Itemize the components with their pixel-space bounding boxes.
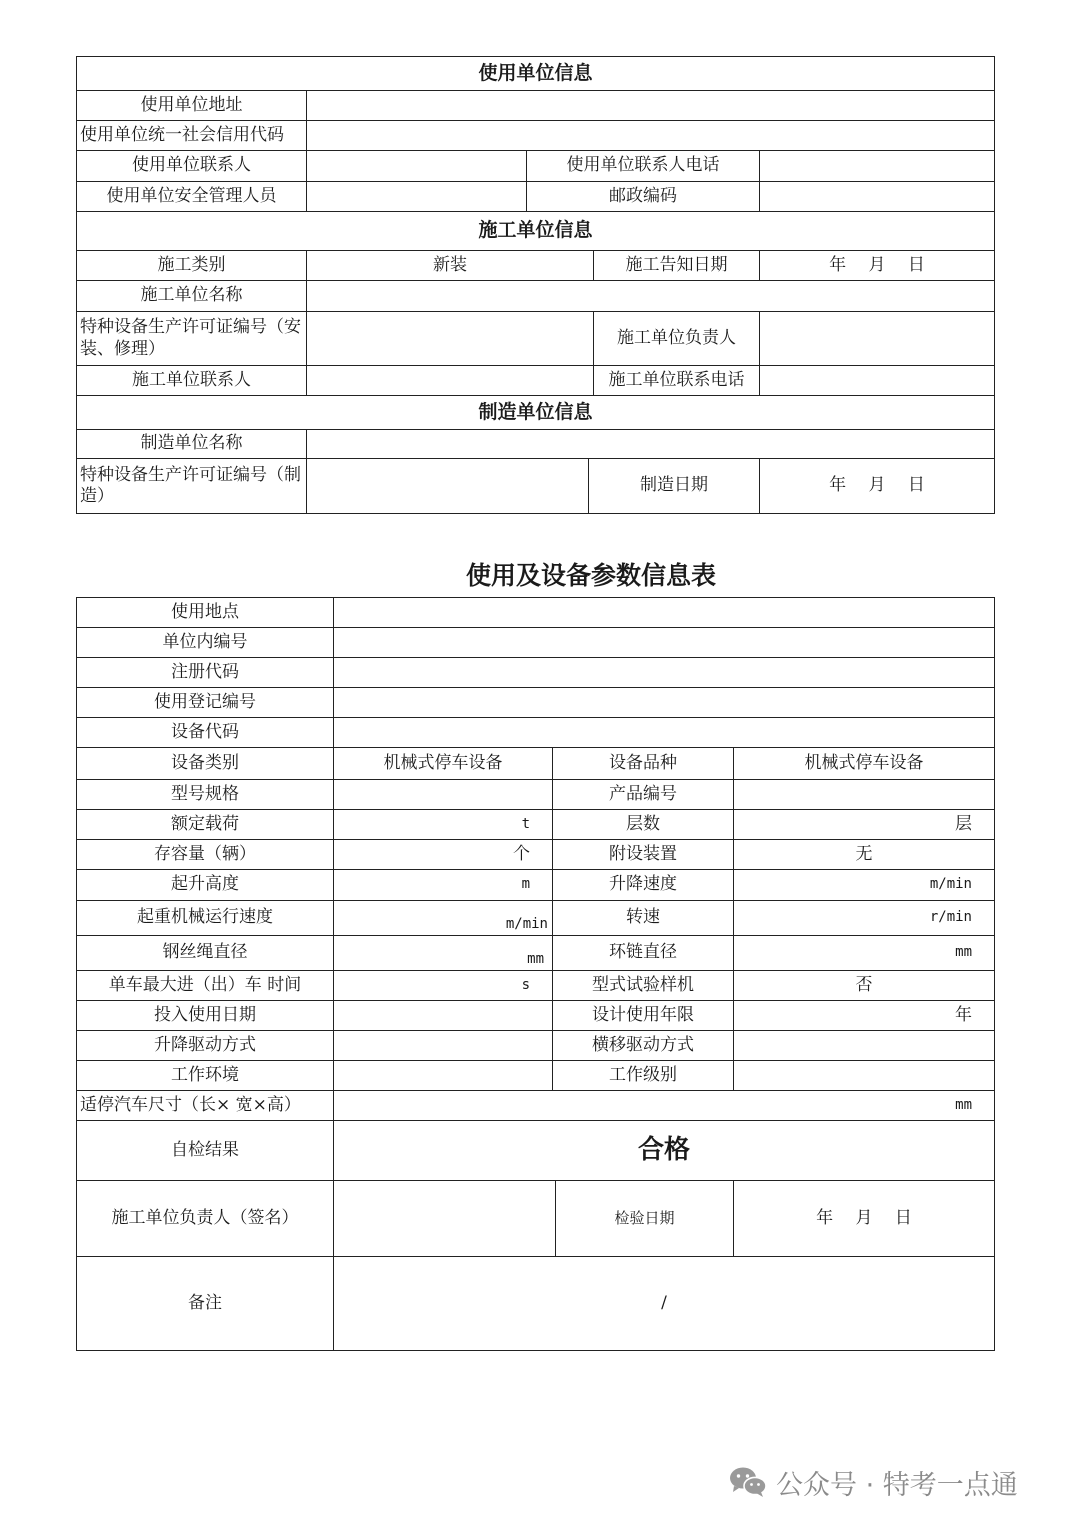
lift-drive-field[interactable] — [334, 1031, 553, 1061]
equipment-category-value[interactable]: 机械式停车设备 — [334, 748, 553, 780]
model-label: 型号规格 — [77, 780, 334, 810]
max-time-unit[interactable]: s — [334, 971, 553, 1001]
design-life-label: 设计使用年限 — [553, 1001, 734, 1031]
design-life-unit[interactable]: 年 — [734, 1001, 995, 1031]
watermark — [728, 1462, 1018, 1502]
rated-load-unit[interactable]: t — [334, 810, 553, 840]
manufacturer-license-field[interactable] — [307, 459, 589, 514]
inspection-date-label: 检验日期 — [556, 1181, 734, 1257]
equipment-category-label: 设备类别 — [77, 748, 334, 780]
construction-contact-label: 施工单位联系人 — [77, 366, 307, 396]
type-test-value[interactable]: 否 — [734, 971, 995, 1001]
crane-speed-label: 起重机械运行速度 — [77, 901, 334, 936]
table-row — [77, 810, 995, 840]
table-row — [77, 1091, 995, 1121]
use-unit-safety-manager-field[interactable] — [307, 182, 527, 212]
table-row — [77, 901, 995, 936]
table-row — [77, 251, 995, 281]
car-size-label: 适停汽车尺寸（长× 宽×高） — [77, 1091, 334, 1121]
signer-label: 施工单位负责人（签名） — [77, 1181, 334, 1257]
construction-unit-name-field[interactable] — [307, 281, 995, 312]
car-size-unit[interactable]: mm — [334, 1091, 995, 1121]
crane-speed-unit[interactable]: m/min — [334, 901, 553, 936]
self-check-value[interactable]: 合格 — [334, 1121, 995, 1181]
self-check-label: 自检结果 — [77, 1121, 334, 1181]
table-row — [77, 628, 995, 658]
table-row — [77, 396, 995, 430]
chain-diameter-label: 环链直径 — [553, 936, 734, 971]
table-row — [77, 459, 995, 514]
equipment-code-label: 设备代码 — [77, 718, 334, 748]
product-no-label: 产品编号 — [553, 780, 734, 810]
table-row — [77, 936, 995, 971]
traverse-drive-field[interactable] — [734, 1031, 995, 1061]
capacity-unit[interactable]: 个 — [334, 840, 553, 870]
construction-license-label: 特种设备生产许可证编号（安装、修理） — [77, 312, 307, 366]
table-row — [77, 780, 995, 810]
signer-field[interactable] — [334, 1181, 556, 1257]
use-unit-address-label: 使用单位地址 — [77, 91, 307, 121]
construction-contact-phone-field[interactable] — [760, 366, 995, 396]
attached-device-label: 附设装置 — [553, 840, 734, 870]
rope-diameter-unit[interactable]: mm — [334, 936, 553, 971]
lift-speed-unit[interactable]: m/min — [734, 870, 995, 901]
max-time-label: 单车最大进（出）车 时间 — [77, 971, 334, 1001]
product-no-field[interactable] — [734, 780, 995, 810]
remarks-value[interactable]: / — [334, 1257, 995, 1351]
construction-category-label: 施工类别 — [77, 251, 307, 281]
table-row — [77, 281, 995, 312]
table-row — [77, 121, 995, 151]
manufacture-date-label: 制造日期 — [589, 459, 760, 514]
construction-unit-name-label: 施工单位名称 — [77, 281, 307, 312]
wechat-icon — [728, 1465, 768, 1499]
table-row — [77, 1061, 995, 1091]
use-unit-postal-code-field[interactable] — [760, 182, 995, 212]
watermark-text: 公众号 · 特考一点通 — [776, 1469, 1018, 1501]
table-row — [77, 430, 995, 459]
attached-device-value[interactable]: 无 — [734, 840, 995, 870]
table-row — [77, 971, 995, 1001]
manufacturer-license-label: 特种设备生产许可证编号（制造） — [77, 459, 307, 514]
equipment-variety-label: 设备品种 — [553, 748, 734, 780]
table-row — [77, 57, 995, 91]
equipment-params-table — [76, 597, 995, 1351]
internal-no-label: 单位内编号 — [77, 628, 334, 658]
chain-diameter-unit[interactable]: mm — [734, 936, 995, 971]
section-header-construction: 施工单位信息 — [77, 212, 995, 251]
traverse-drive-label: 横移驱动方式 — [553, 1031, 734, 1061]
construction-contact-phone-label: 施工单位联系电话 — [594, 366, 760, 396]
table-row — [77, 688, 995, 718]
manufacturer-name-field[interactable] — [307, 430, 995, 459]
table-row — [77, 312, 995, 366]
table-row — [77, 1181, 995, 1257]
use-unit-contact-field[interactable] — [307, 151, 527, 182]
table-row — [77, 212, 995, 251]
use-unit-postal-code-label: 邮政编码 — [527, 182, 760, 212]
lift-height-label: 起升高度 — [77, 870, 334, 901]
table-row — [77, 1031, 995, 1061]
table-row — [77, 151, 995, 182]
table-row — [77, 870, 995, 901]
work-class-field[interactable] — [734, 1061, 995, 1091]
model-field[interactable] — [334, 780, 553, 810]
params-table-title: 使用及设备参数信息表 — [465, 561, 716, 590]
manufacturer-name-label: 制造单位名称 — [77, 430, 307, 459]
use-unit-address-field[interactable] — [307, 91, 995, 121]
construction-notice-date-label: 施工告知日期 — [594, 251, 760, 281]
section-header-manufacturer: 制造单位信息 — [77, 396, 995, 430]
table-row — [77, 1257, 995, 1351]
location-field[interactable] — [334, 598, 995, 628]
use-unit-contact-label: 使用单位联系人 — [77, 151, 307, 182]
unit-info-table — [76, 56, 995, 514]
rotation-label: 转速 — [553, 901, 734, 936]
work-class-label: 工作级别 — [553, 1061, 734, 1091]
table-row — [77, 91, 995, 121]
lift-speed-label: 升降速度 — [553, 870, 734, 901]
equipment-variety-value[interactable]: 机械式停车设备 — [734, 748, 995, 780]
environment-label: 工作环境 — [77, 1061, 334, 1091]
table-row — [77, 1001, 995, 1031]
environment-field[interactable] — [334, 1061, 553, 1091]
table-row — [77, 840, 995, 870]
table-row — [77, 748, 995, 780]
equipment-code-field[interactable] — [334, 718, 995, 748]
reg-code-field[interactable] — [334, 658, 995, 688]
construction-notice-date-value[interactable]: 年 月 日 — [760, 251, 995, 281]
inspection-date-value[interactable]: 年 月 日 — [734, 1181, 995, 1257]
capacity-label: 存容量（辆） — [77, 840, 334, 870]
use-unit-credit-code-field[interactable] — [307, 121, 995, 151]
floors-label: 层数 — [553, 810, 734, 840]
table-row — [77, 658, 995, 688]
use-reg-no-label: 使用登记编号 — [77, 688, 334, 718]
internal-no-field[interactable] — [334, 628, 995, 658]
section-header-use-unit: 使用单位信息 — [77, 57, 995, 91]
reg-code-label: 注册代码 — [77, 658, 334, 688]
table-row — [77, 718, 995, 748]
use-unit-contact-phone-label: 使用单位联系人电话 — [527, 151, 760, 182]
construction-category-value[interactable]: 新装 — [307, 251, 594, 281]
use-unit-credit-code-label: 使用单位统一社会信用代码 — [77, 121, 307, 151]
construction-license-field[interactable] — [307, 312, 594, 366]
use-reg-no-field[interactable] — [334, 688, 995, 718]
use-unit-contact-phone-field[interactable] — [760, 151, 995, 182]
lift-drive-label: 升降驱动方式 — [77, 1031, 334, 1061]
rotation-unit[interactable]: r/min — [734, 901, 995, 936]
lift-height-unit[interactable]: m — [334, 870, 553, 901]
construction-leader-field[interactable] — [760, 312, 995, 366]
commission-date-field[interactable] — [334, 1001, 553, 1031]
table-row — [77, 598, 995, 628]
construction-contact-field[interactable] — [307, 366, 594, 396]
floors-unit[interactable]: 层 — [734, 810, 995, 840]
table-row — [77, 1121, 995, 1181]
table-row — [77, 366, 995, 396]
rated-load-label: 额定载荷 — [77, 810, 334, 840]
type-test-label: 型式试验样机 — [553, 971, 734, 1001]
use-unit-safety-manager-label: 使用单位安全管理人员 — [77, 182, 307, 212]
table-row — [77, 182, 995, 212]
commission-date-label: 投入使用日期 — [77, 1001, 334, 1031]
construction-leader-label: 施工单位负责人 — [594, 312, 760, 366]
location-label: 使用地点 — [77, 598, 334, 628]
rope-diameter-label: 钢丝绳直径 — [77, 936, 334, 971]
remarks-label: 备注 — [77, 1257, 334, 1351]
manufacture-date-value[interactable]: 年 月 日 — [760, 459, 995, 514]
